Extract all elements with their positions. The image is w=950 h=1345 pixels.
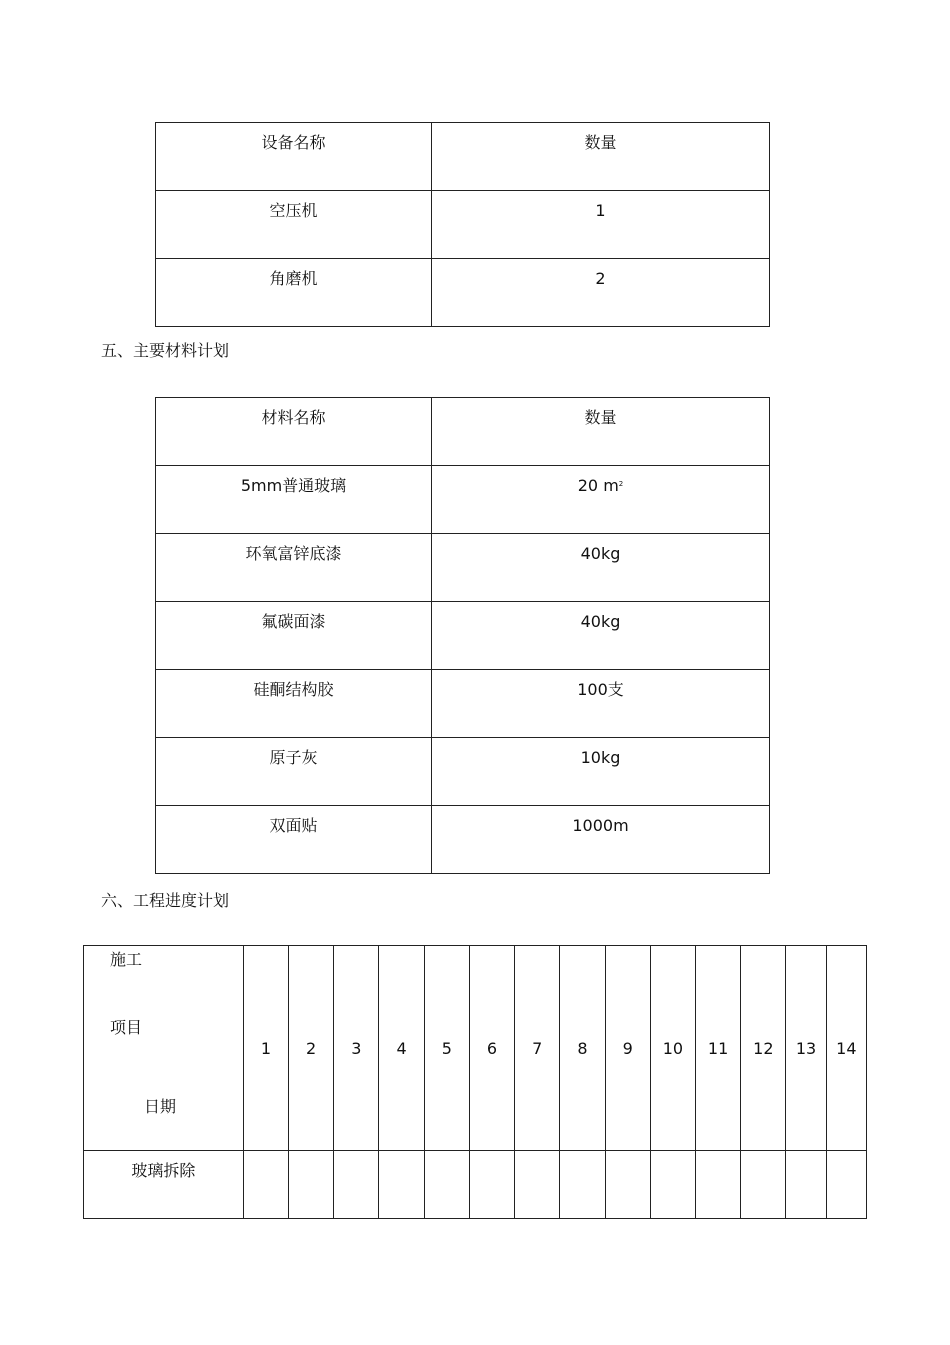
header-cell: 数量 xyxy=(432,398,770,466)
equipment-table xyxy=(155,122,770,327)
schedule-cell xyxy=(334,1151,379,1219)
schedule-cell xyxy=(741,1151,786,1219)
quantity-value: 20 m xyxy=(577,476,619,495)
table-row xyxy=(156,602,770,670)
schedule-header-row xyxy=(84,946,867,1151)
diagonal-header-cell xyxy=(84,946,244,1151)
table-cell: 40kg xyxy=(432,602,770,670)
header-cell: 数量 xyxy=(432,123,770,191)
table-cell: 空压机 xyxy=(156,191,432,259)
header-label-construction: 施工 xyxy=(110,950,143,969)
schedule-cell xyxy=(560,1151,605,1219)
day-header-cell: 2 xyxy=(289,946,334,1151)
schedule-cell xyxy=(469,1151,514,1219)
schedule-cell xyxy=(650,1151,695,1219)
section-5-heading: 五、主要材料计划 xyxy=(101,341,230,360)
day-header-cell: 12 xyxy=(741,946,786,1151)
table-row xyxy=(156,670,770,738)
day-header-cell: 6 xyxy=(469,946,514,1151)
table-cell xyxy=(432,466,770,534)
day-header-cell: 7 xyxy=(515,946,560,1151)
schedule-cell xyxy=(424,1151,469,1219)
table-cell: 环氧富锌底漆 xyxy=(156,534,432,602)
table-cell: 2 xyxy=(432,259,770,327)
table-row xyxy=(156,259,770,327)
schedule-cell xyxy=(605,1151,650,1219)
table-cell: 5mm普通玻璃 xyxy=(156,466,432,534)
table-cell: 氟碳面漆 xyxy=(156,602,432,670)
table-row xyxy=(156,806,770,874)
table-row xyxy=(84,1151,867,1219)
table-cell: 原子灰 xyxy=(156,738,432,806)
materials-table xyxy=(155,397,770,874)
task-name-cell: 玻璃拆除 xyxy=(84,1151,244,1219)
day-header-cell: 14 xyxy=(826,946,866,1151)
table-cell: 双面贴 xyxy=(156,806,432,874)
schedule-cell xyxy=(379,1151,424,1219)
table-cell: 40kg xyxy=(432,534,770,602)
table-row xyxy=(156,191,770,259)
schedule-cell xyxy=(243,1151,288,1219)
schedule-cell xyxy=(289,1151,334,1219)
schedule-table xyxy=(83,945,867,1219)
day-header-cell: 1 xyxy=(243,946,288,1151)
day-header-cell: 4 xyxy=(379,946,424,1151)
header-cell: 材料名称 xyxy=(156,398,432,466)
schedule-cell xyxy=(786,1151,826,1219)
header-label-date: 日期 xyxy=(144,1097,177,1116)
table-row xyxy=(156,466,770,534)
day-header-cell: 3 xyxy=(334,946,379,1151)
table-row xyxy=(156,534,770,602)
table-row xyxy=(156,738,770,806)
table-cell: 100支 xyxy=(432,670,770,738)
table-cell: 10kg xyxy=(432,738,770,806)
schedule-cell xyxy=(515,1151,560,1219)
day-header-cell: 8 xyxy=(560,946,605,1151)
day-header-cell: 10 xyxy=(650,946,695,1151)
day-header-cell: 11 xyxy=(696,946,741,1151)
section-6-heading: 六、工程进度计划 xyxy=(101,891,230,910)
table-header-row xyxy=(156,123,770,191)
header-cell: 设备名称 xyxy=(156,123,432,191)
day-header-cell: 9 xyxy=(605,946,650,1151)
table-header-row xyxy=(156,398,770,466)
day-header-cell: 5 xyxy=(424,946,469,1151)
header-label-item: 项目 xyxy=(110,1018,143,1037)
table-cell: 角磨机 xyxy=(156,259,432,327)
superscript: 2 xyxy=(618,480,624,488)
table-cell: 1000m xyxy=(432,806,770,874)
schedule-cell xyxy=(826,1151,866,1219)
table-cell: 1 xyxy=(432,191,770,259)
schedule-cell xyxy=(696,1151,741,1219)
day-header-cell: 13 xyxy=(786,946,826,1151)
table-cell: 硅酮结构胶 xyxy=(156,670,432,738)
